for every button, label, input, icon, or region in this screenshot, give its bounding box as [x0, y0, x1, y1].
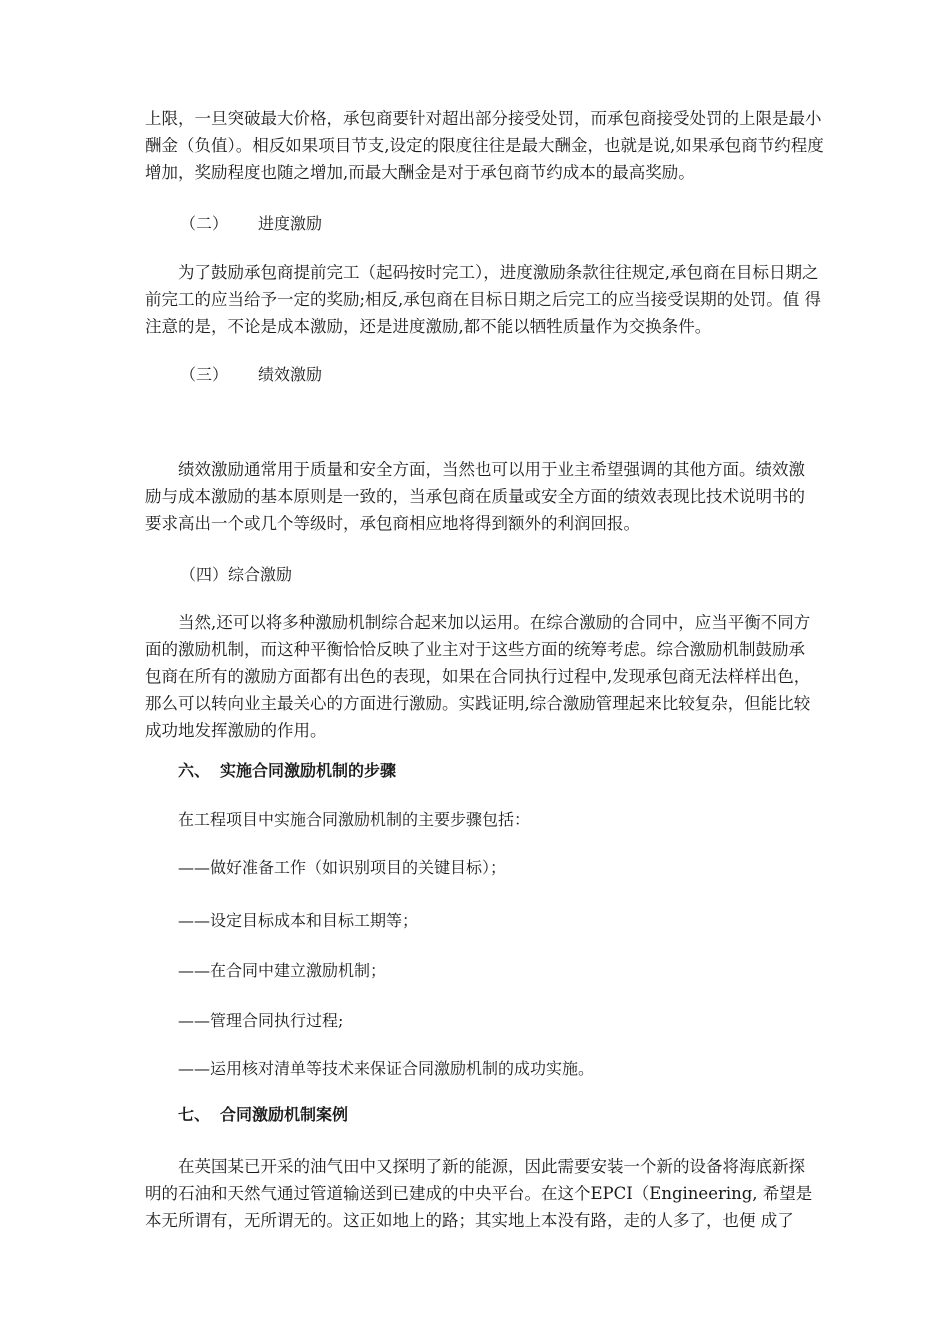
section-number: 六、	[178, 761, 211, 780]
paragraph-case-study: 在英国某已开采的油气田中又探明了新的能源，因此需要安装一个新的设备将海底新探 明的石油和天然气通过管道输送到已建成的中央平台。在这个EPCI（Engineering, 希望是本无所谓有，无所谓无的。这正如地上的路；其实地上本没有路，走的人多了，也便 成了	[145, 1157, 813, 1230]
subheading-combined-incentive: （四）综合激励	[180, 565, 293, 584]
paragraph-performance-incentive: 绩效激励通常用于质量和安全方面，当然也可以用于业主希望强调的其他方面。绩效激 励与成本激励的基本原则是一致的，当承包商在质量或安全方面的绩效表现比技术说明书的 要求高出一个或几个等级时，承包商相应地将得到额外的利润回报。	[145, 460, 805, 533]
subheading-schedule-incentive	[180, 213, 322, 235]
section-heading-seven	[178, 1104, 348, 1126]
subheading-title: 进度激励	[258, 214, 323, 233]
step-item: ——设定目标成本和目标工期等；	[178, 911, 419, 930]
subheading-title: 绩效激励	[258, 365, 323, 384]
paragraph-combined-incentive: 当然,还可以将多种激励机制综合起来加以运用。在综合激励的合同中，应当平衡不同方 面的激励机制，而这种平衡恰恰反映了业主对于这些方面的统筹考虑。综合激励机制鼓励承 包商在所有的激励方面都有出色的表现，如果在合同执行过程中,发现承包商无法样样出色， 那么可以转向业主最关心的方面进行激励。实践证明,综合激励管理起来比较复杂，但能比较 成功地发挥激励的作用。	[145, 613, 811, 740]
step-item: ——管理合同执行过程;	[178, 1011, 344, 1030]
paragraph-schedule-incentive: 为了鼓励承包商提前完工（起码按时完工），进度激励条款往往规定,承包商在目标日期之 前完工的应当给予一定的奖励;相反,承包商在目标日期之后完工的应当接受误期的处罚。值 得注意的是，不论是成本激励，还是进度激励,都不能以牺牲质量作为交换条件。	[145, 263, 822, 336]
subheading-performance-incentive	[180, 364, 322, 386]
section-title: 合同激励机制案例	[220, 1105, 349, 1124]
step-item: ——做好准备工作（如识别项目的关键目标）；	[178, 858, 507, 877]
paragraph-cost-incentive-end: 上限，一旦突破最大价格，承包商要针对超出部分接受处罚，而承包商接受处罚的上限是最小 酬金（负值）。相反如果项目节支,设定的限度往往是最大酬金，也就是说,如果承包商节约程度 增加，奖励程度也随之增加,而最大酬金是对于承包商节约成本的最高奖励。	[145, 109, 824, 182]
subheading-number: （二）	[180, 214, 229, 233]
section-heading-six	[178, 760, 396, 782]
paragraph-steps-intro: 在工程项目中实施合同激励机制的主要步骤包括：	[178, 810, 531, 829]
step-item: ——在合同中建立激励机制；	[178, 961, 387, 980]
section-title: 实施合同激励机制的步骤	[220, 761, 397, 780]
step-item: ——运用核对清单等技术来保证合同激励机制的成功实施。	[178, 1059, 595, 1078]
subheading-number: （三）	[180, 365, 229, 384]
section-number: 七、	[178, 1105, 211, 1124]
